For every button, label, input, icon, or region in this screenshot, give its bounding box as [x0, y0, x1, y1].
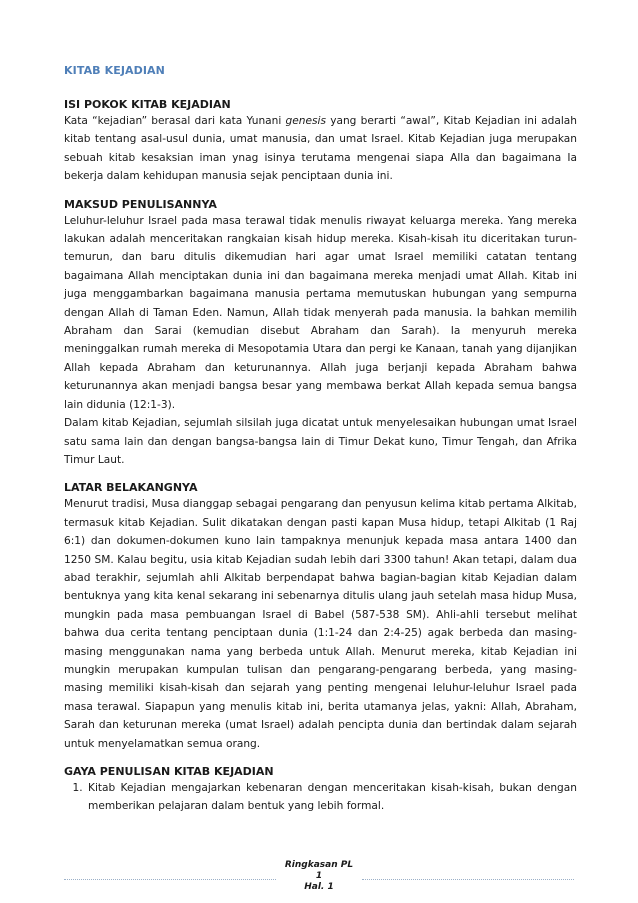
section-heading: GAYA PENULISAN KITAB KEJADIAN — [64, 765, 274, 778]
paragraph-text: yang berarti “awal”, Kitab Kejadian ini adalah kitab tentang asal-usul dunia, umat manusia, dan umat Israel. Kitab Kejadian juga merupakan sebuah kitab kesaksian iman ynag isinya terutama mengenai siapa Alla dan bagaimana Ia bekerja dalam kehidupan manusia sejak penciptaan dunia ini. — [64, 115, 578, 183]
section-heading: ISI POKOK KITAB KEJADIAN — [64, 98, 231, 111]
footer-divider-left — [64, 879, 276, 880]
footer-label: Ringkasan PL — [284, 860, 354, 870]
footer-page-label: Hal. 1 — [304, 882, 334, 892]
numbered-list — [64, 779, 577, 816]
document-page — [64, 64, 577, 827]
emphasis-text: genesis — [285, 115, 326, 127]
paragraph: Leluhur-leluhur Israel pada masa terawal tidak menulis riwayat keluarga mereka. Yang mereka lakukan adalah menceritakan rangkaian kisah hidup mereka. Kisah-kisah itu diceritakan turun-temurun, dan baru ditulis dikemudian hari agar umat Israel memiliki catatan tentang bagaimana Allah menciptakan dunia ini dan bagaimana mereka menjadi umat Allah. Kitab ini juga menggambarkan bagaimana manusia pertama memutuskan hubungan yang sempurna dengan Allah di Taman Eden. Namun, Allah tidak menyerah pada manusia. Ia bahkan memilih Abraham dan Sarai (kemudian disebut Abraham dan Sarah). Ia menyuruh mereka meninggalkan rumah mereka di Mesopotamia Utara dan pergi ke Kanaan, tanah yang dijanjikan Allah kepada Abraham dan keturunannya. Allah juga berjanji kepada Abraham bahwa keturunannya akan menjadi bangsa besar yang membawa berkat Allah kepada semua bangsa lain didunia (12:1-3). — [64, 214, 577, 411]
footer-text — [276, 860, 362, 893]
list-item: 1. Kitab Kejadian mengajarkan kebenaran dengan menceritakan kisah-kisah, bukan dengan memberikan pelajaran dalam bentuk yang lebih formal. — [86, 779, 577, 816]
section-heading: MAKSUD PENULISANNYA — [64, 197, 217, 211]
document-title: KITAB KEJADIAN — [64, 64, 165, 77]
footer-page-number: 1 — [315, 871, 323, 881]
paragraph-text: Kata “kejadian” berasal dari kata Yunani — [64, 115, 286, 127]
section-maksud — [64, 197, 577, 470]
section-heading: LATAR BELAKANGNYA — [64, 481, 198, 495]
paragraph — [64, 112, 577, 186]
footer-divider-right — [362, 879, 574, 880]
section-gaya-penulisan — [64, 764, 577, 816]
paragraph: Menurut tradisi, Musa dianggap sebagai pengarang dan penyusun kelima kitab pertama Alkitab, termasuk kitab Kejadian. Sulit dikatakan dengan pasti kapan Musa hidup, tetapi Alkitab (1 Raj 6:1) dan dokumen-dokumen kuno lain tampaknya menunjuk kepada masa antara 1400 dan 1250 SM. Kalau begitu, usia kitab Kejadian sudah lebih dari 3300 tahun! Akan tetapi, dalam dua abad terakhir, sejumlah ahli Alkitab berpendapat bahwa bagian-bagian kitab Kejadian dalam bentuknya yang kita kenal sekarang ini sebenarnya ditulis ulang jauh setelah masa hidup Musa, mungkin pada masa pembuangan Israel di Babel (587-538 SM). Ahli-ahli tersebut melihat bahwa dua cerita tentang penciptaan dunia (1:1-24 dan 2:4-25) agak berbeda dan masing-masing menggunakan nama yang berbeda untuk Allah. Menurut mereka, kitab Kejadian ini mungkin merupakan kumpulan tulisan dan pengarang-pengarang berbeda, yang masing-masing memiliki kisah-kisah dan sejarah yang penting mengenai leluhur-leluhur Israel pada masa terawal. Siapapun yang menulis kitab ini, berita utamanya jelas, yakni: Allah, Abraham, Sarah dan keturunan mereka (umat Israel) adalah pencipta dunia dan bertindak dalam sejarah untuk menyelamatkan semua orang. — [64, 498, 577, 750]
page-footer — [0, 860, 638, 903]
paragraph: Dalam kitab Kejadian, sejumlah silsilah juga dicatat untuk menyelesaikan hubungan umat Israel satu sama lain dan dengan bangsa-bangsa lain di Timur Dekat kuno, Timur Tengah, dan Afrika Timur Laut. — [64, 417, 577, 466]
section-latar-belakang — [64, 480, 577, 753]
section-isi-pokok — [64, 97, 577, 186]
